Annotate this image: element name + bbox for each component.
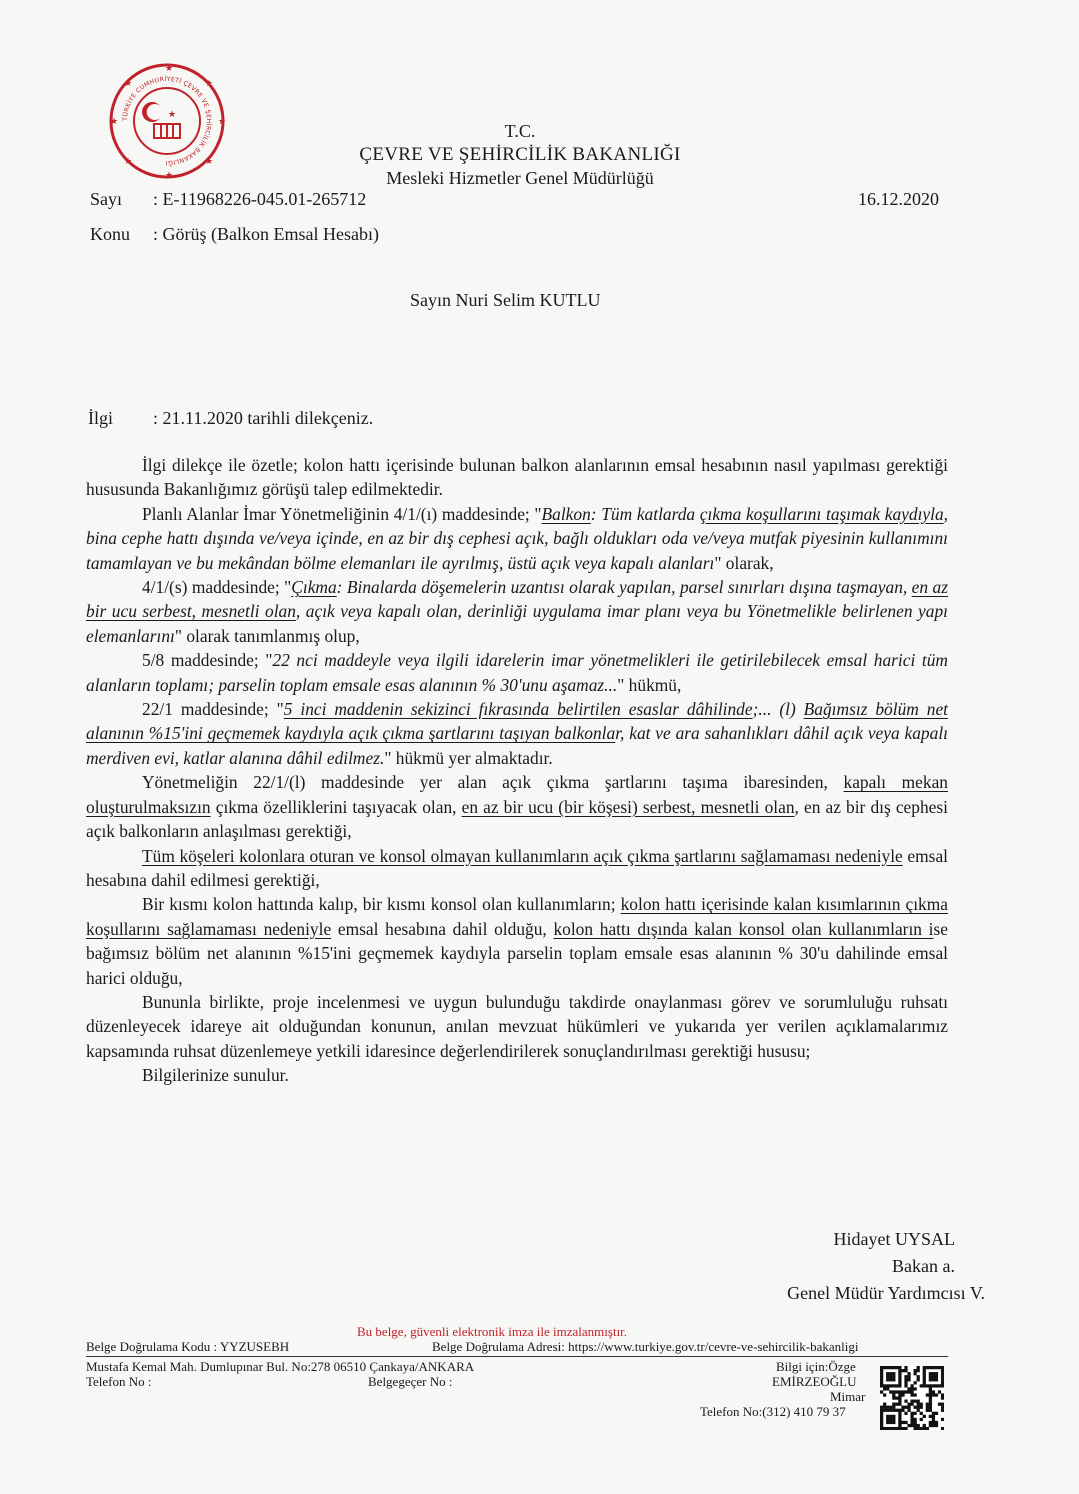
paragraph-6: Yönetmeliğin 22/1/(l) maddesinde yer alan açık çıkma şartlarını taşıma ibaresinden, kapalı mekan oluşturulmaksızın çıkma özelliklerini taşıyacak olan, en az bir ucu (bir köşesi) serbest, mesnetli olan, en az bir dış cephesi açık balkonların anlaşılması gerektiği, [86, 772, 948, 842]
sayi-label: Sayı [90, 189, 123, 209]
paragraph-9: Bununla birlikte, proje incelenmesi ve uygun bulunduğu takdirde onaylanması görev ve sorumluluğu ruhsatı düzenleyecek idareye ait olduğundan konunun, anılan mevzuat hükümleri ve yukarıda yer verilen açıklamalarımız kapsamında ruhsat düzenlemeye yetkili idaresince değerlendirilerek sonuçlandırılması gerektiği hususu; [86, 991, 948, 1061]
sayi-value: : E-11968226-045.01-265712 [153, 189, 367, 209]
svg-text:★: ★ [205, 78, 214, 88]
paragraph-10: Bilgilerinize sunulur. [142, 1065, 289, 1086]
signatory-title-1: Bakan a. [892, 1256, 955, 1276]
paragraph-2: Planlı Alanlar İmar Yönetmeliğinin 4/1/(ı) maddesinde; "Balkon: Tüm katlarda çıkma koşullarını taşımak kaydıyla, bina cephe hattı dışında ve/veya içinde, en az bir dış cephesi açık, bağlı oldukları oda ve/veya mutfak piyesinin kullanımını tamamlayan ve bu mekândan bölme elemanları ile ayrılmış, üstü açık veya kapalı alanları" olarak, [86, 503, 949, 573]
paragraph-3: 4/1/(s) maddesinde; "Çıkma: Binalarda döşemelerin uzantısı olarak yapılan, parsel sınırları dışına taşmayan, en az bir ucu serbest, mesnetli olan, açık veya kapalı olan, derinliği uygulama imar planı veya bu Yönetmelikle belirlenen yapı elemanlarını" olarak tanımlanmış olup, [86, 577, 948, 646]
info-contact-name: Bilgi için:Özge [776, 1359, 856, 1374]
info-contact-phone: Telefon No:(312) 410 79 37 [700, 1404, 846, 1419]
ilgi-label: İlgi [88, 408, 113, 428]
phone-label: Telefon No : [86, 1374, 152, 1389]
svg-text:★: ★ [218, 116, 226, 126]
paragraph-5: 22/1 maddesinde; "5 inci maddenin sekizinci fıkrasında belirtilen esaslar dâhilinde;... (l) Bağımsız bölüm net alanının %15'ini geçmemek kaydıyla açık çıkma şartlarını taşıyan balkonlar, kat ve ara sahanlıkları dâhil açık veya kapalı merdiven evi, katlar alanına dâhil edilmez." hükmü yer almaktadır. [86, 699, 948, 768]
konu-label: Konu [90, 224, 130, 244]
paragraph-8: Bir kısmı kolon hattında kalıp, bir kısmı konsol olan kullanımların; kolon hattı içerisinde kalan kısımlarının çıkma koşullarını sağlamaması nedeniyle emsal hesabına dahil olduğu, kolon hattı dışında kalan konsol olan kullanımların ise bağımsız bölüm net alanının %15'ini geçmemek kaydıyla parselin toplam emsale esas alanının % 30'u dahilinde emsal harici olduğu, [86, 894, 949, 988]
fax-label: Belgegeçer No : [368, 1374, 453, 1389]
signatory-name: Hidayet UYSAL [833, 1229, 955, 1249]
info-contact-surname: EMİRZEOĞLU [772, 1374, 857, 1389]
header-tc: T.C. [504, 121, 536, 141]
svg-text:★: ★ [168, 109, 177, 119]
verify-address[interactable]: Belge Doğrulama Adresi: https://www.turkiye.gov.tr/cevre-ve-sehircilik-bakanligi [432, 1339, 859, 1354]
konu-value: : Görüş (Balkon Emsal Hesabı) [153, 224, 379, 244]
seal-ring-text: TÜRKİYE CUMHURİYETİ ÇEVRE VE ŞEHİRCİLİK BAKANLIĞI [121, 75, 213, 167]
paragraph-1: İlgi dilekçe ile özetle; kolon hattı içerisinde bulunan balkon alanlarının emsal hesabının nasıl yapılması gerektiği hususunda Bakanlığımız görüşü talep edilmektedir. [86, 455, 948, 500]
verify-code: Belge Doğrulama Kodu : YYZUSEBH [86, 1339, 290, 1354]
info-contact-role: Mimar [830, 1389, 866, 1404]
header-ministry: ÇEVRE VE ŞEHİRCİLİK BAKANLIĞI [359, 144, 681, 165]
ilgi-value: : 21.11.2020 tarihli dilekçeniz. [153, 408, 374, 428]
signature-block [787, 1226, 985, 1307]
svg-text:★: ★ [165, 63, 174, 73]
addressee: Sayın Nuri Selim KUTLU [410, 290, 601, 310]
svg-text:★: ★ [124, 78, 133, 88]
paragraph-7: Tüm köşeleri kolonlara oturan ve konsol olmayan kullanımların açık çıkma şartlarını sağlamaması nedeniyle emsal hesabına dahil edilmesi gerektiği, [86, 845, 948, 890]
office-address: Mustafa Kemal Mah. Dumlupınar Bul. No:278 06510 Çankaya/ANKARA [86, 1359, 475, 1374]
letter-body [86, 453, 948, 1088]
svg-text:★: ★ [124, 156, 133, 166]
signatory-title-2: Genel Müdür Yardımcısı V. [787, 1283, 985, 1303]
e-signature-note: Bu belge, güvenli elektronik imza ile imzalanmıştır. [357, 1324, 628, 1339]
svg-text:★: ★ [110, 116, 119, 126]
footer-divider [86, 1356, 948, 1357]
document-date: 16.12.2020 [858, 189, 939, 209]
qr-code [880, 1366, 944, 1430]
paragraph-4: 5/8 maddesinde; "22 nci maddeyle veya ilgili idarelerin imar yönetmelikleri ile getirilebilecek emsal harici tüm alanların toplamı; parselin toplam emsale esas alanının % 30'unu aşamaz..." hükmü, [86, 650, 948, 695]
ministry-seal [108, 62, 226, 180]
svg-text:★: ★ [205, 156, 214, 166]
svg-text:★: ★ [165, 170, 174, 180]
header-directorate: Mesleki Hizmetler Genel Müdürlüğü [386, 168, 654, 188]
